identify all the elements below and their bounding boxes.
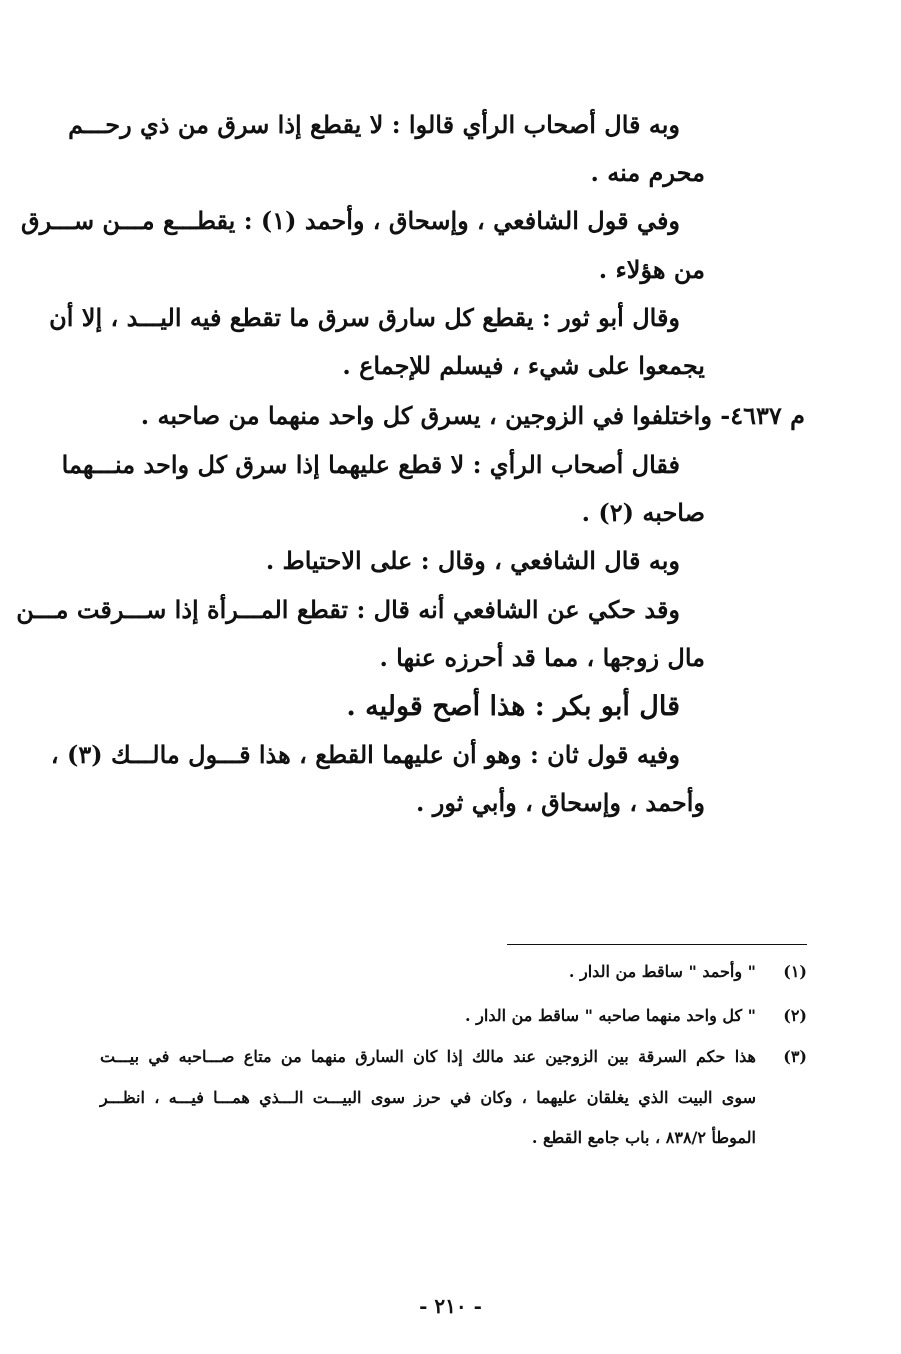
footnote-1-text: " وأحمد " ساقط من الدار . xyxy=(568,962,756,981)
text-line-4: من هؤلاء . xyxy=(598,255,705,284)
footnote-3-number: (٣) xyxy=(783,1047,807,1066)
footnote-1-number: (١) xyxy=(783,962,807,981)
text-line-10: وبه قال الشافعي ، وقال : على الاحتياط . xyxy=(265,546,680,575)
footnote-3-text-line-1: هذا حكم السرقة بين الزوجين عند مالك إذا كان السارق منهما من متاع صـــاحبه في بيـــت xyxy=(100,1047,756,1066)
footnote-separator xyxy=(507,944,807,945)
text-line-3: وفي قول الشافعي ، وإسحاق ، وأحمد (١) : يقطـــع مـــن ســـرق xyxy=(20,206,680,235)
footnote-2-number: (٢) xyxy=(783,1006,807,1025)
text-line-6: يجمعوا على شيء ، فيسلم للإجماع . xyxy=(342,351,705,380)
footnote-3-text-line-3: الموطأ ٨٣٨/٢ ، باب جامع القطع . xyxy=(531,1128,756,1147)
text-line-12: مال زوجها ، مما قد أحرزه عنها . xyxy=(379,643,705,672)
abu-bakr-statement: قال أبو بكر : هذا أصح قوليه . xyxy=(346,691,680,722)
issue-heading-4637: م ٤٦٣٧- واختلفوا في الزوجين ، يسرق كل واحد منهما من صاحبه . xyxy=(140,401,805,430)
footnote-3-text-line-2: سوى البيت الذي يغلقان عليهما ، وكان في حرز سوى البيـــت الـــذي همـــا فيـــه ، انظـــر xyxy=(100,1088,756,1107)
text-line-8: فقال أصحاب الرأي : لا قطع عليهما إذا سرق كل واحد منـــهما xyxy=(61,450,680,479)
text-line-11: وقد حكي عن الشافعي أنه قال : تقطع المـــرأة إذا ســـرقت مـــن xyxy=(16,595,680,624)
footnote-2-text: " كل واحد منهما صاحبه " ساقط من الدار . xyxy=(465,1006,756,1025)
text-line-14: وفيه قول ثان : وهو أن عليهما القطع ، هذا قـــول مالـــك (٣) ، xyxy=(50,740,680,769)
text-line-15: وأحمد ، وإسحاق ، وأبي ثور . xyxy=(416,788,705,817)
text-line-1: وبه قال أصحاب الرأي قالوا : لا يقطع إذا سرق من ذي رحـــم xyxy=(68,110,680,139)
text-line-2: محرم منه . xyxy=(590,158,705,187)
text-line-9: صاحبه (٢) . xyxy=(581,498,705,527)
text-line-5: وقال أبو ثور : يقطع كل سارق سرق ما تقطع فيه اليـــد ، إلا أن xyxy=(49,303,680,332)
page-number: - ٢١٠ - xyxy=(419,1294,482,1318)
